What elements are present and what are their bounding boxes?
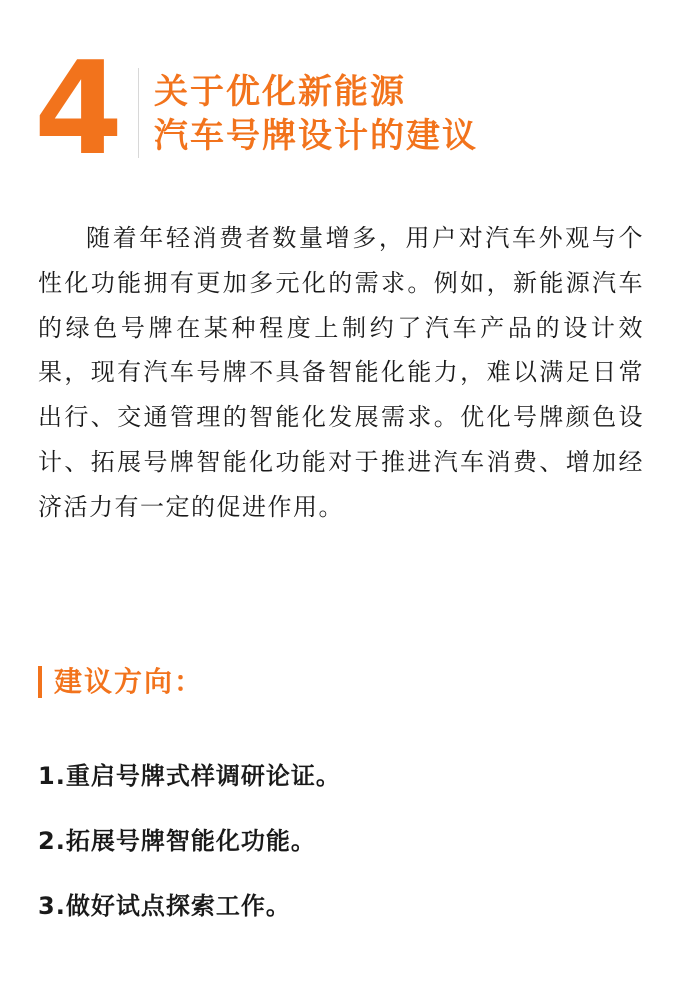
title-line-1: 关于优化新能源 xyxy=(154,72,406,112)
title-line-2: 汽车号牌设计的建议 xyxy=(154,116,478,156)
list-item: 2.拓展号牌智能化功能。 xyxy=(38,827,316,855)
section-accent-bar xyxy=(38,666,42,698)
page-title xyxy=(154,70,478,158)
section-heading xyxy=(38,662,204,702)
section-title: 建议方向： xyxy=(54,665,205,698)
suggestion-list xyxy=(38,756,341,951)
header-divider xyxy=(138,68,139,158)
list-item: 3.做好试点探索工作。 xyxy=(38,892,291,920)
header xyxy=(34,35,654,184)
section-number: 4 xyxy=(34,35,120,184)
list-item: 1.重启号牌式样调研论证。 xyxy=(38,762,341,790)
body-paragraph: 随着年轻消费者数量增多，用户对汽车外观与个性化功能拥有更加多元化的需求。例如，新能源汽车的绿色号牌在某种程度上制约了汽车产品的设计效果，现有汽车号牌不具备智能化能力，难以满足日常出行、交通管理的智能化发展需求。优化号牌颜色设计、拓展号牌智能化功能对于推进汽车消费、增加经济活力有一定的促进作用。 xyxy=(38,224,644,521)
